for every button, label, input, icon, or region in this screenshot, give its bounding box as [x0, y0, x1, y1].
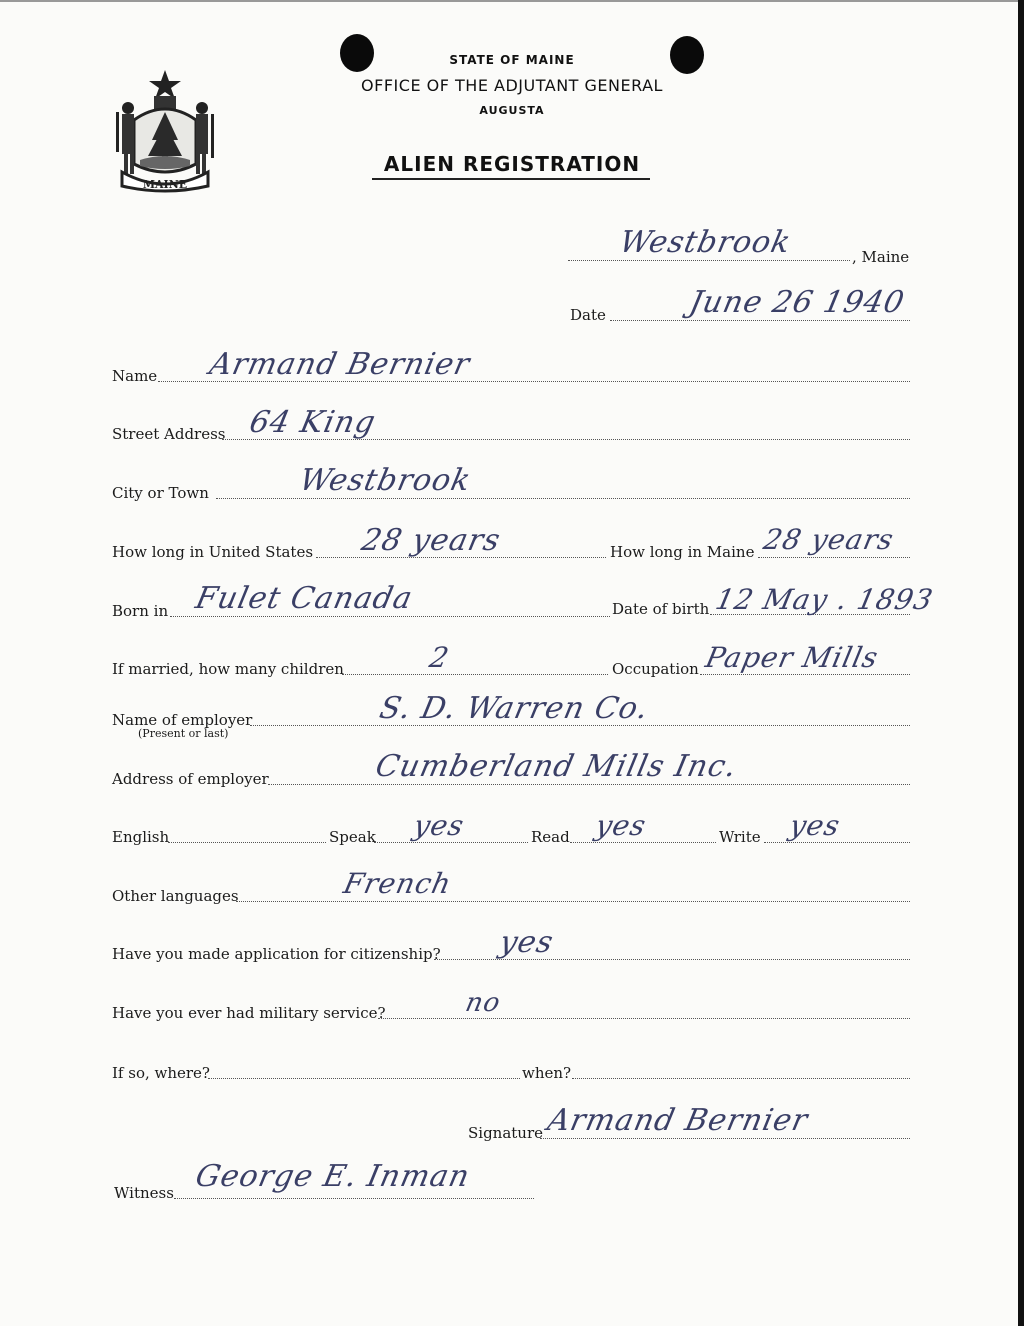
employer-address-line	[268, 784, 910, 785]
city-line	[216, 498, 910, 499]
citizenship-label: Have you made application for citizenship?	[112, 945, 441, 963]
town-value: Westbrook	[616, 225, 795, 260]
write-value: yes	[786, 809, 844, 842]
where-line	[208, 1078, 520, 1079]
town-line	[568, 260, 850, 261]
children-value: 2	[426, 641, 453, 674]
citizenship-value: yes	[496, 925, 557, 960]
title-underline	[372, 178, 650, 180]
children-line	[342, 674, 608, 675]
where-label: If so, where?	[112, 1064, 210, 1082]
english-line	[168, 842, 326, 843]
born-in-label: Born in	[112, 602, 169, 620]
street-value: 64 King	[246, 405, 380, 440]
occupation-label: Occupation	[612, 660, 699, 678]
street-label: Street Address	[112, 425, 226, 443]
years-maine-value: 28 years	[760, 523, 897, 556]
english-label: English	[112, 828, 170, 846]
years-maine-label: How long in Maine	[610, 543, 755, 561]
city-heading: AUGUSTA	[479, 104, 545, 117]
city-value: Westbrook	[296, 463, 475, 498]
city-label: City or Town	[112, 484, 209, 502]
signature-line	[540, 1138, 910, 1139]
occupation-line	[700, 674, 910, 675]
write-line	[764, 842, 910, 843]
dob-value: 12 May . 1893	[712, 583, 937, 616]
military-line	[378, 1018, 910, 1019]
dob-label: Date of birth	[612, 600, 710, 618]
years-us-label: How long in United States	[112, 543, 314, 561]
name-value: Armand Bernier	[206, 347, 474, 382]
military-label: Have you ever had military service?	[112, 1004, 386, 1022]
military-value: no	[462, 988, 504, 1018]
witness-label: Witness	[114, 1184, 174, 1202]
other-languages-label: Other languages	[112, 887, 239, 905]
scan-top-edge	[0, 0, 1024, 2]
employer-note: (Present or last)	[138, 727, 229, 740]
maine-suffix: , Maine	[852, 248, 910, 266]
years-maine-line	[758, 557, 910, 558]
date-value: June 26 1940	[686, 285, 908, 320]
other-languages-line	[236, 901, 910, 902]
born-in-line	[170, 616, 610, 617]
write-label: Write	[719, 828, 761, 846]
signature-value: Armand Bernier	[544, 1103, 812, 1138]
speak-line	[374, 842, 528, 843]
when-line	[572, 1078, 910, 1079]
born-in-value: Fulet Canada	[192, 581, 417, 616]
employer-label: Name of employer	[112, 711, 253, 729]
read-value: yes	[592, 809, 650, 842]
state-heading: STATE OF MAINE	[449, 53, 575, 67]
seal-maine-banner: MAINE	[142, 178, 188, 191]
years-us-value: 28 years	[358, 523, 504, 558]
employer-address-value: Cumberland Mills Inc.	[372, 749, 741, 784]
read-line	[570, 842, 716, 843]
date-label: Date	[570, 306, 606, 324]
name-label: Name	[112, 367, 158, 385]
signature-label: Signature	[468, 1124, 544, 1142]
form-title: ALIEN REGISTRATION	[383, 152, 641, 176]
witness-value: George E. Inman	[192, 1159, 474, 1194]
read-label: Read	[531, 828, 570, 846]
other-languages-value: French	[340, 867, 455, 900]
speak-label: Speak	[329, 828, 376, 846]
office-heading: OFFICE OF THE ADJUTANT GENERAL	[361, 76, 663, 95]
scan-right-edge	[1018, 0, 1024, 1326]
children-label: If married, how many children	[112, 660, 344, 678]
date-line	[610, 320, 910, 321]
when-label: when?	[522, 1064, 572, 1082]
witness-line	[174, 1198, 534, 1199]
speak-value: yes	[410, 809, 468, 842]
occupation-value: Paper Mills	[702, 641, 882, 674]
employer-address-label: Address of employer	[112, 770, 269, 788]
employer-value: S. D. Warren Co.	[376, 691, 652, 726]
